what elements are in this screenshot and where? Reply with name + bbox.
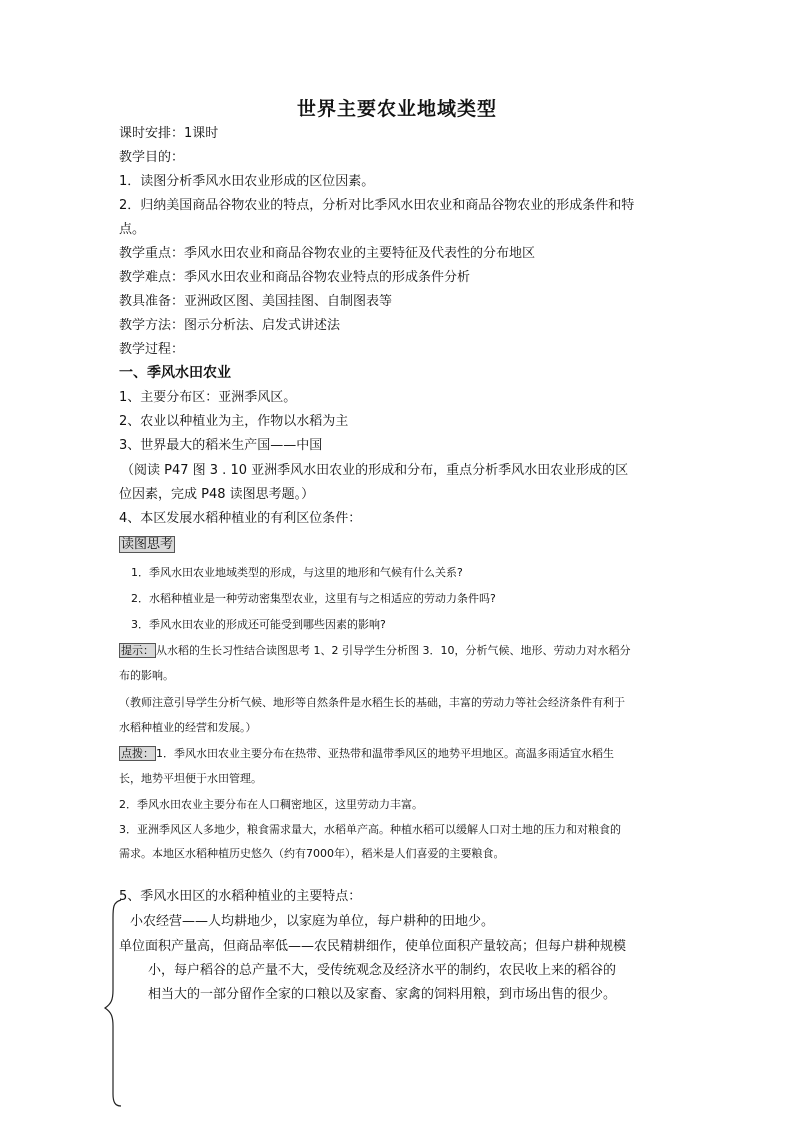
- process-label: 教学过程：: [119, 342, 185, 357]
- curly-brace-icon: [103, 898, 123, 1108]
- question-2: 2．水稻种植业是一种劳动密集型农业，这里有与之相适应的劳动力条件吗?: [131, 592, 496, 605]
- section-1-heading: 一、季风水田农业: [119, 365, 231, 381]
- reading-line-2: 位因素，完成 P48 读图思考题。）: [119, 487, 315, 502]
- feature-2-line-2: 小，每户稻谷的总产量不大，受传统观念及经济水平的制约，农民收上来的稻谷的: [148, 963, 617, 978]
- hint-tag: 提示：: [121, 644, 154, 657]
- key-point-1-line-2: 长，地势平坦便于水田管理。: [119, 772, 262, 785]
- methods: 教学方法：图示分析法、启发式讲述法: [119, 318, 341, 333]
- difficulties: 教学难点：季风水田农业和商品谷物农业特点的形成条件分析: [119, 270, 471, 285]
- hint-line-1: 从水稻的生长习性结合读图思考 1、2 引导学生分析图 3．10，分析气候、地形、劳动力对水稻分: [156, 644, 631, 657]
- note-line-1: （教师注意引导学生分析气候、地形等自然条件是水稻生长的基础，丰富的劳动力等社会经济条件有利于: [119, 696, 625, 709]
- key-points: 教学重点：季风水田农业和商品谷物农业的主要特征及代表性的分布地区: [119, 246, 536, 261]
- objective-1: 1．读图分析季风水田农业形成的区位因素。: [119, 174, 375, 189]
- reading-line-1: （阅读 P47 图 3 . 10 亚洲季风水田农业的形成和分布，重点分析季风水田农业形成的区: [121, 463, 629, 478]
- page-title: 世界主要农业地域类型: [296, 98, 497, 120]
- feature-1: 小农经营——人均耕地少，以家庭为单位，每户耕种的田地少。: [130, 914, 495, 929]
- key-point-2: 2．季风水田农业主要分布在人口稠密地区，这里劳动力丰富。: [119, 798, 423, 811]
- section-1-point-2: 2、农业以种植业为主，作物以水稻为主: [119, 414, 349, 429]
- point-tag: 点拨：: [121, 747, 154, 760]
- think-tag: 读图思考: [121, 537, 174, 552]
- objective-2-line-1: 2．归纳美国商品谷物农业的特点，分析对比季风水田农业和商品谷物农业的形成条件和特: [119, 198, 635, 213]
- question-3: 3．季风水田农业的形成还可能受到哪些因素的影响?: [131, 618, 386, 631]
- objective-2-line-2: 点。: [119, 222, 146, 237]
- tools: 教具准备：亚洲政区图、美国挂图、自制图表等: [119, 294, 393, 309]
- feature-2-line-1: 单位面积产量高，但商品率低——农民精耕细作，使单位面积产量较高；但每户耕种规模: [119, 939, 627, 954]
- note-line-2: 水稻种植业的经营和发展。）: [119, 721, 257, 734]
- key-point-1-line-1: 1．季风水田农业主要分布在热带、亚热带和温带季风区的地势平坦地区。高温多雨适宜水稻生: [156, 747, 614, 760]
- objectives-label: 教学目的：: [119, 150, 185, 165]
- feature-2-line-3: 相当大的一部分留作全家的口粮以及家畜、家禽的饲料用粮，到市场出售的很少。: [148, 987, 617, 1002]
- question-1: 1．季风水田农业地域类型的形成，与这里的地形和气候有什么关系?: [131, 566, 463, 579]
- key-point-3-line-2: 需求。本地区水稻种植历史悠久（约有7000年），稻米是人们喜爱的主要粮食。: [119, 847, 505, 860]
- section-1-point-5: 5、季风水田区的水稻种植业的主要特点：: [119, 889, 362, 904]
- section-1-point-4: 4、本区发展水稻种植业的有利区位条件：: [119, 511, 362, 526]
- hint-line-2: 布的影响。: [119, 669, 174, 682]
- schedule-line: 课时安排：1课时: [119, 126, 219, 141]
- key-point-3-line-1: 3．亚洲季风区人多地少，粮食需求量大，水稻单产高。种植水稻可以缓解人口对土地的压力和对粮食的: [119, 823, 621, 836]
- section-1-point-1: 1、主要分布区：亚洲季风区。: [119, 390, 297, 405]
- section-1-point-3: 3、世界最大的稻米生产国——中国: [119, 438, 323, 453]
